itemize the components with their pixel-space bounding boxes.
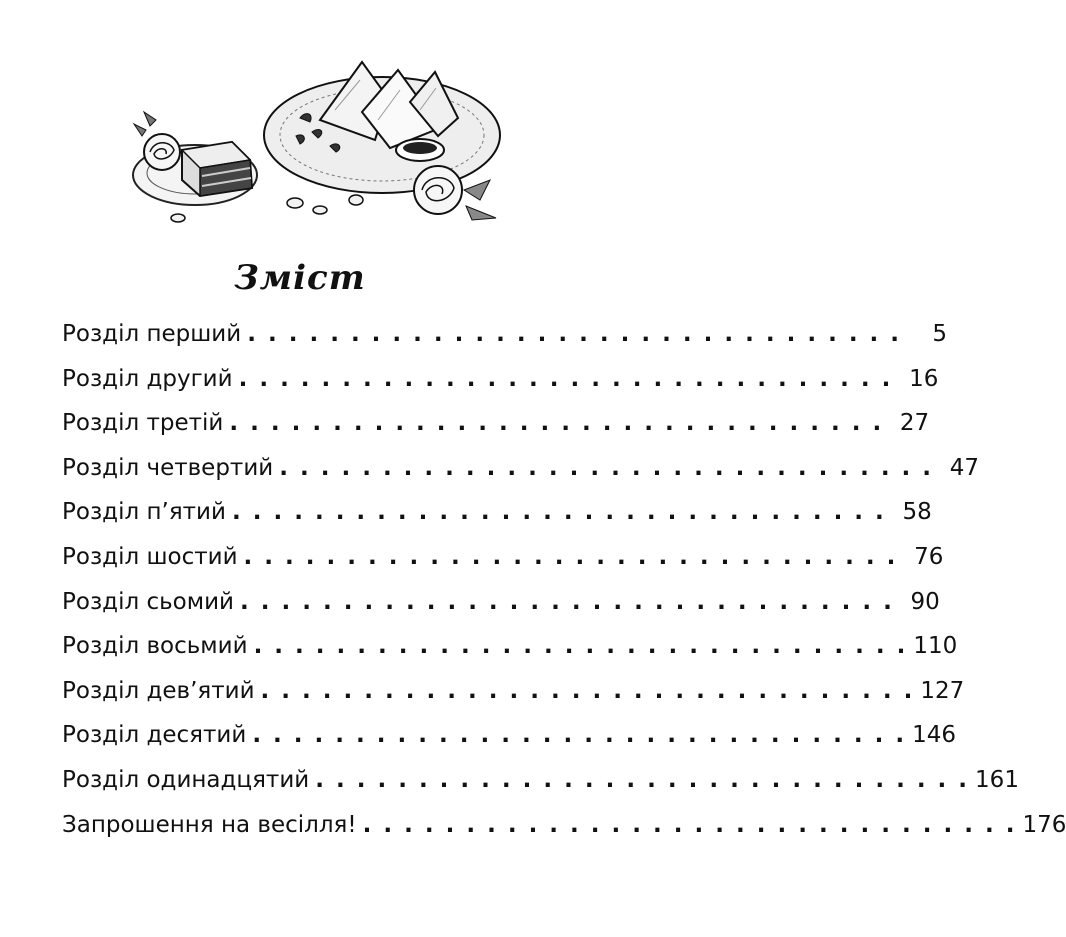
toc-row: [62, 490, 932, 535]
toc-chapter-title: Розділ п’ятий: [62, 499, 226, 526]
toc-leader-dots: . . . . . . . . . . . . . . . . . . . . . . . . . . . . . . . .: [260, 677, 915, 704]
toc-row: [62, 312, 948, 357]
toc-chapter-title: Розділ десятий: [62, 722, 247, 749]
toc-chapter-title: Розділ сьомий: [62, 588, 234, 615]
toc-chapter-title: Розділ шостий: [62, 543, 238, 570]
toc-row: [62, 580, 940, 625]
toc-page-number: 5: [932, 321, 948, 347]
toc-page-number: 27: [899, 410, 930, 437]
toc-page-number: 90: [910, 588, 940, 615]
toc-leader-dots: . . . . . . . . . . . . . . . . . . . . . . . . . . . . . . . .: [252, 722, 907, 749]
toc-page-number: 146: [912, 722, 957, 749]
toc-row: [62, 669, 965, 714]
toc-row: [62, 401, 930, 446]
cake-slices: [182, 142, 252, 196]
toc-page-number: 161: [975, 766, 1019, 793]
toc-leader-dots: . . . . . . . . . . . . . . . . . . . . . . . . . . . . . . . .: [279, 454, 934, 481]
toc-page-number: 176: [1022, 811, 1066, 838]
toc-leader-dots: . . . . . . . . . . . . . . . . . . . . . . . . . . . . . . . .: [229, 410, 884, 437]
food-illustration: [120, 40, 520, 230]
toc-leader-dots: . . . . . . . . . . . . . . . . . . . . . . . . . . . . . . . .: [247, 321, 902, 347]
toc-chapter-title: Розділ четвертий: [62, 454, 274, 481]
toc-page-number: 127: [920, 677, 965, 704]
toc-chapter-title: Розділ другий: [62, 365, 233, 392]
toc-leader-dots: . . . . . . . . . . . . . . . . . . . . . . . . . . . . . . . .: [362, 811, 1017, 838]
toc-page-number: 58: [902, 499, 932, 526]
toc-leader-dots: . . . . . . . . . . . . . . . . . . . . . . . . . . . . . . . .: [243, 543, 898, 570]
toc-chapter-title: Розділ одинадцятий: [62, 766, 310, 793]
toc-leader-dots: . . . . . . . . . . . . . . . . . . . . . . . . . . . . . . . .: [240, 588, 894, 615]
toc-page-number: 110: [913, 633, 958, 660]
toc-row: [62, 357, 939, 402]
toc-chapter-title: Розділ третій: [62, 410, 224, 437]
toc-leader-dots: . . . . . . . . . . . . . . . . . . . . . . . . . . . . . . . .: [231, 499, 886, 526]
right-rose: [414, 166, 496, 220]
toc-page-number: 76: [914, 543, 944, 570]
toc-row: [62, 803, 1066, 848]
toc-page-number: 16: [909, 365, 939, 392]
toc-row: [62, 713, 957, 758]
toc-chapter-title: Запрошення на весілля!: [62, 811, 357, 838]
toc-leader-dots: . . . . . . . . . . . . . . . . . . . . . . . . . . . . . . . .: [315, 766, 970, 793]
toc-row: [62, 446, 980, 491]
table-of-contents: [62, 312, 1066, 847]
page-title: Зміст: [234, 258, 366, 298]
toc-chapter-title: Розділ дев’ятий: [62, 677, 255, 704]
toc-chapter-title: Розділ перший: [62, 321, 242, 347]
toc-leader-dots: . . . . . . . . . . . . . . . . . . . . . . . . . . . . . . . .: [253, 633, 908, 660]
toc-chapter-title: Розділ восьмий: [62, 633, 248, 660]
toc-row: [62, 758, 1019, 803]
toc-page-number: 47: [949, 454, 980, 481]
toc-row: [62, 535, 944, 580]
toc-row: [62, 624, 958, 669]
dip-bowl: [396, 139, 444, 161]
toc-leader-dots: . . . . . . . . . . . . . . . . . . . . . . . . . . . . . . . .: [238, 365, 893, 392]
